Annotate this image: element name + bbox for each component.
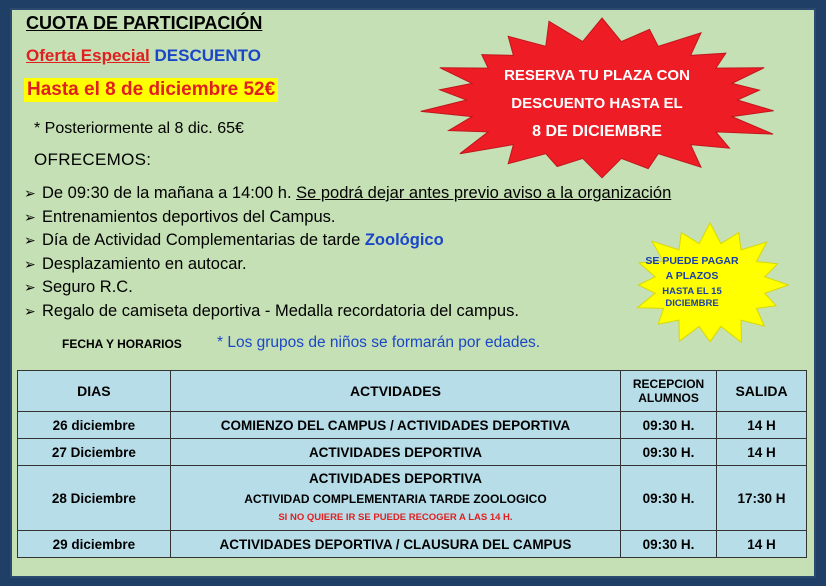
list-item — [24, 206, 671, 230]
activity-cell: ACTIVIDADES DEPORTIVA — [170, 439, 620, 466]
offer-heading: OFRECEMOS: — [34, 150, 152, 169]
activity-main: ACTIVIDADES DEPORTIVA — [308, 471, 482, 486]
activity-cell — [170, 466, 620, 531]
day-cell: 28 Diciembre — [18, 466, 171, 531]
arrow-bullet-icon: ➢ — [24, 232, 36, 248]
table-row — [18, 412, 807, 439]
day-cell: 27 Diciembre — [18, 439, 171, 466]
feature-highlight: Zoológico — [364, 231, 444, 249]
list-item — [24, 253, 671, 277]
arrow-bullet-icon: ➢ — [24, 185, 36, 201]
table-row — [18, 531, 807, 558]
installments-line: SE PUEDE PAGAR — [645, 255, 739, 267]
special-offer — [26, 46, 261, 66]
features-list — [24, 182, 671, 323]
offer-label: Oferta Especial — [26, 46, 150, 65]
page-title: CUOTA DE PARTICIPACIÓN — [26, 13, 263, 33]
installments-line: A PLAZOS — [665, 270, 719, 282]
day-cell: 29 diciembre — [18, 531, 171, 558]
table-row — [18, 466, 807, 531]
feature-text: De 09:30 de la mañana a 14:00 h. — [42, 184, 297, 202]
reserve-badge-line: DESCUENTO HASTA EL — [511, 95, 683, 112]
arrow-bullet-icon: ➢ — [24, 208, 36, 225]
reception-cell: 09:30 H. — [621, 466, 717, 531]
reserve-badge — [432, 62, 762, 146]
later-price: * Posteriormente al 8 dic. 65€ — [34, 120, 244, 137]
list-item — [24, 276, 671, 300]
table-row — [18, 439, 807, 466]
deadline-price: Hasta el 8 de diciembre 52€ — [24, 78, 278, 102]
feature-note: Se podrá dejar antes previo aviso a la organización — [296, 184, 672, 202]
table-header-row — [18, 371, 807, 412]
exit-cell: 14 H — [717, 531, 807, 558]
installments-line: HASTA EL 15 — [662, 286, 722, 297]
activity-note: SI NO QUIERE IR SE PUEDE RECOGER A LAS 14 H. — [278, 512, 513, 523]
list-item — [24, 300, 671, 324]
reception-cell: 09:30 H. — [621, 412, 717, 439]
exit-cell: 14 H — [717, 439, 807, 466]
activity-cell: COMIENZO DEL CAMPUS / ACTIVIDADES DEPORTIVA — [170, 412, 620, 439]
reception-cell: 09:30 H. — [621, 531, 717, 558]
list-item — [24, 182, 671, 206]
feature-text: Desplazamiento en autocar. — [42, 254, 247, 273]
header-activities: ACTVIDADES — [170, 371, 620, 412]
list-item — [24, 229, 671, 253]
flyer-panel — [10, 8, 816, 578]
arrow-bullet-icon: ➢ — [24, 279, 36, 295]
feature-text: Día de Actividad Complementarias de tarde — [42, 231, 365, 249]
schedule-label: FECHA Y HORARIOS — [62, 337, 182, 351]
header-reception: RECEPCION ALUMNOS — [621, 371, 717, 412]
groups-note: * Los grupos de niños se formarán por edades. — [217, 334, 541, 351]
exit-cell: 14 H — [717, 412, 807, 439]
offer-discount: DESCUENTO — [154, 46, 261, 65]
header-exit: SALIDA — [717, 371, 807, 412]
activity-cell: ACTIVIDADES DEPORTIVA / CLAUSURA DEL CAMPUS — [170, 531, 620, 558]
feature-text: Regalo de camiseta deportiva - Medalla recordatoria del campus. — [42, 301, 519, 320]
reserve-badge-line: RESERVA TU PLAZA CON — [504, 67, 690, 84]
installments-badge — [617, 254, 767, 308]
day-cell: 26 diciembre — [18, 412, 171, 439]
reserve-badge-date: 8 DE DICIEMBRE — [532, 123, 662, 140]
feature-text: Entrenamientos deportivos del Campus. — [42, 207, 336, 226]
reception-cell: 09:30 H. — [621, 439, 717, 466]
installments-line: DICIEMBRE — [665, 298, 719, 309]
arrow-bullet-icon: ➢ — [24, 255, 36, 272]
schedule-table — [17, 370, 807, 558]
exit-cell: 17:30 H — [717, 466, 807, 531]
activity-sub: ACTIVIDAD COMPLEMENTARIA TARDE ZOOLOGICO — [244, 492, 547, 506]
arrow-bullet-icon: ➢ — [24, 302, 36, 319]
header-days: DIAS — [18, 371, 171, 412]
feature-text: Seguro R.C. — [42, 278, 133, 296]
